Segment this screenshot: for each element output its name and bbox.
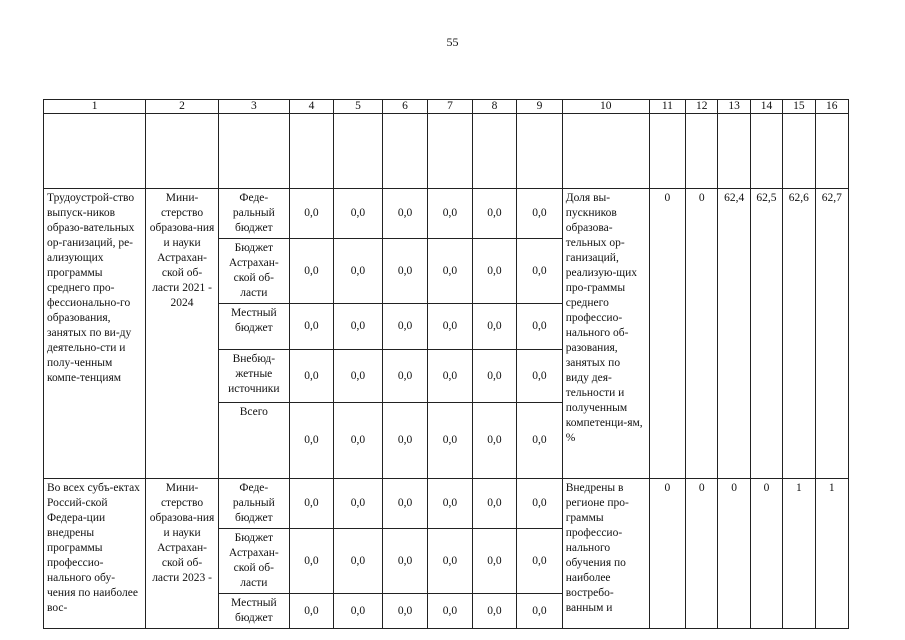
amount-cell: 0,0 bbox=[334, 479, 383, 529]
amount-cell: 0,0 bbox=[517, 189, 563, 239]
amount-cell: 0,0 bbox=[382, 304, 428, 350]
column-number-row bbox=[44, 100, 849, 114]
column-number: 9 bbox=[517, 100, 563, 114]
table-row bbox=[44, 479, 849, 529]
blank-cell bbox=[686, 114, 718, 189]
funding-source: Феде-ральный бюджет bbox=[218, 479, 289, 529]
blank-cell bbox=[718, 114, 750, 189]
blank-cell bbox=[750, 114, 782, 189]
amount-cell: 0,0 bbox=[334, 350, 383, 403]
funding-source: Местный бюджет bbox=[218, 594, 289, 629]
column-number: 5 bbox=[334, 100, 383, 114]
blank-cell bbox=[334, 114, 383, 189]
amount-cell: 0,0 bbox=[382, 479, 428, 529]
blank-cell bbox=[815, 114, 848, 189]
column-number: 7 bbox=[428, 100, 472, 114]
target-value: 1 bbox=[783, 479, 815, 629]
column-number: 10 bbox=[562, 100, 649, 114]
target-value: 0 bbox=[718, 479, 750, 629]
amount-cell: 0,0 bbox=[428, 239, 472, 304]
indicator-description: Внедрены в регионе про-граммы профессио-нального обучения по наиболее востребо-ванным и bbox=[562, 479, 649, 629]
blank-cell bbox=[44, 114, 146, 189]
column-number: 6 bbox=[382, 100, 428, 114]
amount-cell: 0,0 bbox=[472, 403, 516, 479]
blank-cell bbox=[289, 114, 333, 189]
column-number: 13 bbox=[718, 100, 750, 114]
column-number: 14 bbox=[750, 100, 782, 114]
funding-source: Феде-ральный бюджет bbox=[218, 189, 289, 239]
column-number: 12 bbox=[686, 100, 718, 114]
target-value: 0 bbox=[750, 479, 782, 629]
amount-cell: 0,0 bbox=[517, 304, 563, 350]
activity-description: Трудоустрой-ство выпуск-ников образо-вательных ор-ганизаций, ре-ализующих программы среднего про-фессионально-го образования, занятых по ви-ду деятельно-сти и полу-ченным компе-тенциям bbox=[44, 189, 146, 479]
blank-cell bbox=[218, 114, 289, 189]
funding-source: Всего bbox=[218, 403, 289, 479]
amount-cell: 0,0 bbox=[334, 304, 383, 350]
amount-cell: 0,0 bbox=[517, 239, 563, 304]
amount-cell: 0,0 bbox=[472, 594, 516, 629]
amount-cell: 0,0 bbox=[472, 239, 516, 304]
activity-description: Во всех субъ-ектах Россий-ской Федера-ции внедрены программы профессио-нального обу-чения по наиболее вос- bbox=[44, 479, 146, 629]
blank-cell bbox=[428, 114, 472, 189]
column-number: 15 bbox=[783, 100, 815, 114]
amount-cell: 0,0 bbox=[517, 594, 563, 629]
target-value: 62,4 bbox=[718, 189, 750, 479]
amount-cell: 0,0 bbox=[517, 403, 563, 479]
target-value: 0 bbox=[686, 189, 718, 479]
amount-cell: 0,0 bbox=[517, 479, 563, 529]
blank-cell bbox=[649, 114, 685, 189]
amount-cell: 0,0 bbox=[334, 239, 383, 304]
amount-cell: 0,0 bbox=[289, 304, 333, 350]
amount-cell: 0,0 bbox=[289, 479, 333, 529]
amount-cell: 0,0 bbox=[289, 350, 333, 403]
program-table bbox=[43, 99, 849, 629]
page-number: 55 bbox=[446, 35, 459, 49]
amount-cell: 0,0 bbox=[382, 350, 428, 403]
table-row bbox=[44, 189, 849, 239]
target-value: 0 bbox=[649, 479, 685, 629]
amount-cell: 0,0 bbox=[289, 594, 333, 629]
amount-cell: 0,0 bbox=[382, 529, 428, 594]
amount-cell: 0,0 bbox=[517, 529, 563, 594]
amount-cell: 0,0 bbox=[334, 189, 383, 239]
target-value: 0 bbox=[686, 479, 718, 629]
amount-cell: 0,0 bbox=[428, 479, 472, 529]
target-value: 1 bbox=[815, 479, 848, 629]
column-number: 2 bbox=[146, 100, 219, 114]
funding-source: Бюджет Астрахан-ской об-ласти bbox=[218, 239, 289, 304]
blank-row bbox=[44, 114, 849, 189]
amount-cell: 0,0 bbox=[334, 594, 383, 629]
amount-cell: 0,0 bbox=[472, 529, 516, 594]
target-value: 0 bbox=[649, 189, 685, 479]
column-number: 1 bbox=[44, 100, 146, 114]
blank-cell bbox=[517, 114, 563, 189]
amount-cell: 0,0 bbox=[289, 529, 333, 594]
blank-cell bbox=[146, 114, 219, 189]
responsible-organization: Мини-стерство образова-ния и науки Астрахан-ской об-ласти 2021 - 2024 bbox=[146, 189, 219, 479]
amount-cell: 0,0 bbox=[428, 304, 472, 350]
blank-cell bbox=[472, 114, 516, 189]
funding-source: Местный бюджет bbox=[218, 304, 289, 350]
column-number: 3 bbox=[218, 100, 289, 114]
amount-cell: 0,0 bbox=[472, 189, 516, 239]
amount-cell: 0,0 bbox=[382, 403, 428, 479]
column-number: 16 bbox=[815, 100, 848, 114]
amount-cell: 0,0 bbox=[428, 529, 472, 594]
target-value: 62,5 bbox=[750, 189, 782, 479]
funding-source: Внебюд-жетные источники bbox=[218, 350, 289, 403]
blank-cell bbox=[562, 114, 649, 189]
amount-cell: 0,0 bbox=[428, 594, 472, 629]
blank-cell bbox=[783, 114, 815, 189]
amount-cell: 0,0 bbox=[382, 189, 428, 239]
amount-cell: 0,0 bbox=[382, 239, 428, 304]
amount-cell: 0,0 bbox=[472, 304, 516, 350]
amount-cell: 0,0 bbox=[472, 350, 516, 403]
amount-cell: 0,0 bbox=[428, 189, 472, 239]
target-value: 62,7 bbox=[815, 189, 848, 479]
amount-cell: 0,0 bbox=[334, 529, 383, 594]
amount-cell: 0,0 bbox=[472, 479, 516, 529]
amount-cell: 0,0 bbox=[289, 189, 333, 239]
column-number: 8 bbox=[472, 100, 516, 114]
amount-cell: 0,0 bbox=[289, 239, 333, 304]
amount-cell: 0,0 bbox=[289, 403, 333, 479]
amount-cell: 0,0 bbox=[428, 403, 472, 479]
indicator-description: Доля вы-пускников образова-тельных ор-ганизаций, реализую-щих про-граммы среднего профессио-нального об-разования, занятых по виду дея-тельности и полученным компетенци-ям, % bbox=[562, 189, 649, 479]
column-number: 11 bbox=[649, 100, 685, 114]
target-value: 62,6 bbox=[783, 189, 815, 479]
blank-cell bbox=[382, 114, 428, 189]
amount-cell: 0,0 bbox=[517, 350, 563, 403]
funding-source: Бюджет Астрахан-ской об-ласти bbox=[218, 529, 289, 594]
responsible-organization: Мини-стерство образова-ния и науки Астрахан-ской об-ласти 2023 - bbox=[146, 479, 219, 629]
column-number: 4 bbox=[289, 100, 333, 114]
amount-cell: 0,0 bbox=[334, 403, 383, 479]
amount-cell: 0,0 bbox=[428, 350, 472, 403]
amount-cell: 0,0 bbox=[382, 594, 428, 629]
